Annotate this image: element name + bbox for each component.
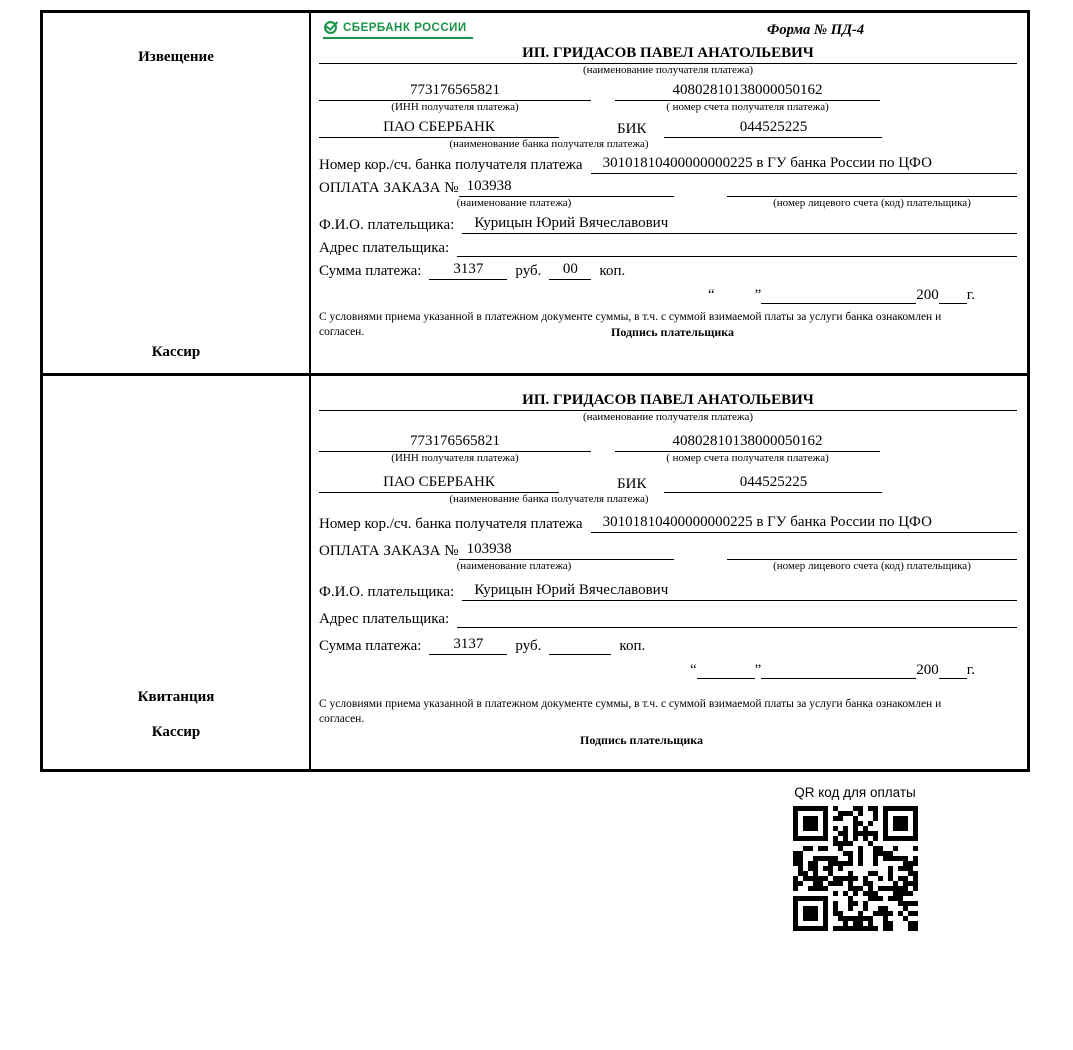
year-prefix: 200	[916, 662, 939, 678]
inn-value: 773176565821	[319, 82, 591, 101]
corr-account-value: 30101810400000000225 в ГУ банка России по ЦФО	[591, 514, 1017, 533]
purpose-label: ОПЛАТА ЗАКАЗА №	[319, 543, 459, 560]
address-row	[319, 609, 1017, 628]
inn-value: 773176565821	[319, 433, 591, 452]
form-number: Форма № ПД-4	[767, 22, 865, 38]
address-value-line	[457, 609, 1017, 628]
corr-account-row	[319, 514, 1017, 533]
amount-kop-value	[549, 636, 611, 655]
receipt-section	[43, 373, 1027, 769]
year-line	[939, 662, 967, 679]
account-value: 40802810138000050162	[615, 82, 880, 101]
pd4-form	[40, 10, 1030, 772]
bank-caption: (наименование банка получателя платежа)	[449, 137, 649, 150]
payer-name-value: Курицын Юрий Вячеславович	[462, 215, 1017, 234]
account-caption: ( номер счета получателя платежа)	[666, 100, 829, 113]
terms-block	[319, 310, 1017, 340]
amount-rub-value: 3137	[429, 261, 507, 280]
cashier-label: Кассир	[151, 344, 201, 360]
terms-text: С условиями приема указанной в платежном документе суммы, в т.ч. с суммой взимаемой платы за услуги банка ознакомлен и согласен.	[319, 311, 942, 338]
address-label: Адрес плательщика:	[319, 240, 450, 256]
purpose-captions	[319, 197, 1017, 211]
purpose-number: 103938	[459, 541, 674, 560]
bank-name-value: ПАО СБЕРБАНК	[319, 119, 559, 138]
receipt-left-column	[43, 376, 311, 769]
sberbank-logo-text: СБЕРБАНК РОССИИ	[343, 21, 467, 34]
date-row	[319, 660, 1017, 679]
amount-label: Сумма платежа:	[319, 263, 422, 279]
amount-row	[319, 261, 1017, 280]
signature-label: Подпись плательщика	[611, 324, 734, 339]
account-value: 40802810138000050162	[615, 433, 880, 452]
date-row	[319, 285, 1017, 304]
amount-label: Сумма платежа:	[319, 638, 422, 654]
date-day-line	[697, 661, 755, 679]
amount-row	[319, 636, 1017, 655]
terms-block	[319, 697, 1017, 748]
personal-account-line	[727, 541, 1017, 560]
year-suffix: г.	[966, 287, 975, 303]
purpose-captions	[319, 560, 1017, 574]
payer-row	[319, 215, 1017, 234]
notice-header	[319, 19, 1017, 45]
inn-account-captions	[319, 101, 1017, 115]
notice-left-column	[43, 13, 311, 373]
corr-account-value: 30101810400000000225 в ГУ банка России по ЦФО	[591, 155, 1017, 174]
signature-label: Подпись плательщика	[580, 732, 703, 747]
address-label: Адрес плательщика:	[319, 611, 450, 627]
notice-label: Извещение	[138, 49, 214, 65]
notice-body	[311, 13, 1027, 373]
purpose-number: 103938	[459, 178, 674, 197]
year-line	[939, 287, 967, 304]
sberbank-logo-icon	[323, 20, 338, 35]
personal-account-line	[727, 178, 1017, 197]
year-prefix: 200	[916, 287, 939, 303]
recipient-name: ИП. ГРИДАСОВ ПАВЕЛ АНАТОЛЬЕВИЧ	[319, 45, 1017, 64]
date-month-line	[761, 285, 916, 304]
bank-row	[319, 474, 1017, 493]
corr-account-row	[319, 155, 1017, 174]
payer-label: Ф.И.О. плательщика:	[319, 217, 455, 233]
rub-label: руб.	[515, 263, 542, 279]
date-month-line	[761, 660, 916, 679]
bik-label: БИК	[617, 475, 647, 492]
quote-open: “	[689, 662, 697, 678]
year-suffix: г.	[966, 662, 975, 678]
rub-label: руб.	[515, 638, 542, 654]
qr-caption: QR код для оплаты	[794, 785, 916, 800]
corr-account-label: Номер кор./сч. банка получателя платежа	[319, 516, 583, 533]
recipient-caption: (наименование получателя платежа)	[582, 411, 754, 423]
address-value-line	[457, 238, 1017, 257]
cashier-label: Кассир	[151, 724, 201, 740]
qr-block	[785, 785, 925, 931]
recipient-name: ИП. ГРИДАСОВ ПАВЕЛ АНАТОЛЬЕВИЧ	[319, 392, 1017, 411]
receipt-label: Квитанция	[137, 689, 215, 705]
kop-label: коп.	[599, 263, 626, 279]
purpose-caption: (наименование платежа)	[456, 560, 572, 573]
receipt-body	[311, 376, 1027, 769]
corr-account-label: Номер кор./сч. банка получателя платежа	[319, 157, 583, 174]
payer-row	[319, 582, 1017, 601]
bank-name-value: ПАО СБЕРБАНК	[319, 474, 559, 493]
purpose-caption: (наименование платежа)	[456, 197, 572, 210]
purpose-row	[319, 541, 1017, 560]
quote-open: “	[707, 287, 715, 303]
inn-account-captions	[319, 452, 1017, 466]
inn-account-row	[319, 82, 1017, 101]
recipient-caption: (наименование получателя платежа)	[582, 64, 754, 76]
quote-close: ”	[754, 662, 762, 678]
personal-account-caption: (номер лицевого счета (код) плательщика)	[773, 560, 971, 573]
inn-caption: (ИНН получателя платежа)	[391, 451, 519, 464]
kop-label: коп.	[619, 638, 646, 654]
notice-section	[43, 13, 1027, 373]
bank-caption: (наименование банка получателя платежа)	[449, 492, 649, 505]
payer-label: Ф.И.О. плательщика:	[319, 584, 455, 600]
inn-account-row	[319, 433, 1017, 452]
payer-name-value: Курицын Юрий Вячеславович	[462, 582, 1017, 601]
amount-kop-value: 00	[549, 261, 591, 280]
purpose-row	[319, 178, 1017, 197]
sberbank-logo	[323, 20, 473, 39]
bik-value: 044525225	[664, 474, 882, 493]
quote-close: ”	[754, 287, 762, 303]
bik-value: 044525225	[664, 119, 882, 138]
personal-account-caption: (номер лицевого счета (код) плательщика)	[773, 197, 971, 210]
amount-rub-value: 3137	[429, 636, 507, 655]
terms-text: С условиями приема указанной в платежном документе суммы, в т.ч. с суммой взимаемой платы за услуги банка ознакомлен и согласен.	[319, 698, 942, 725]
inn-caption: (ИНН получателя платежа)	[391, 100, 519, 113]
qr-code	[793, 806, 918, 931]
account-caption: ( номер счета получателя платежа)	[666, 451, 829, 464]
address-row	[319, 238, 1017, 257]
bik-label: БИК	[617, 120, 647, 137]
purpose-label: ОПЛАТА ЗАКАЗА №	[319, 180, 459, 197]
bank-row	[319, 119, 1017, 138]
